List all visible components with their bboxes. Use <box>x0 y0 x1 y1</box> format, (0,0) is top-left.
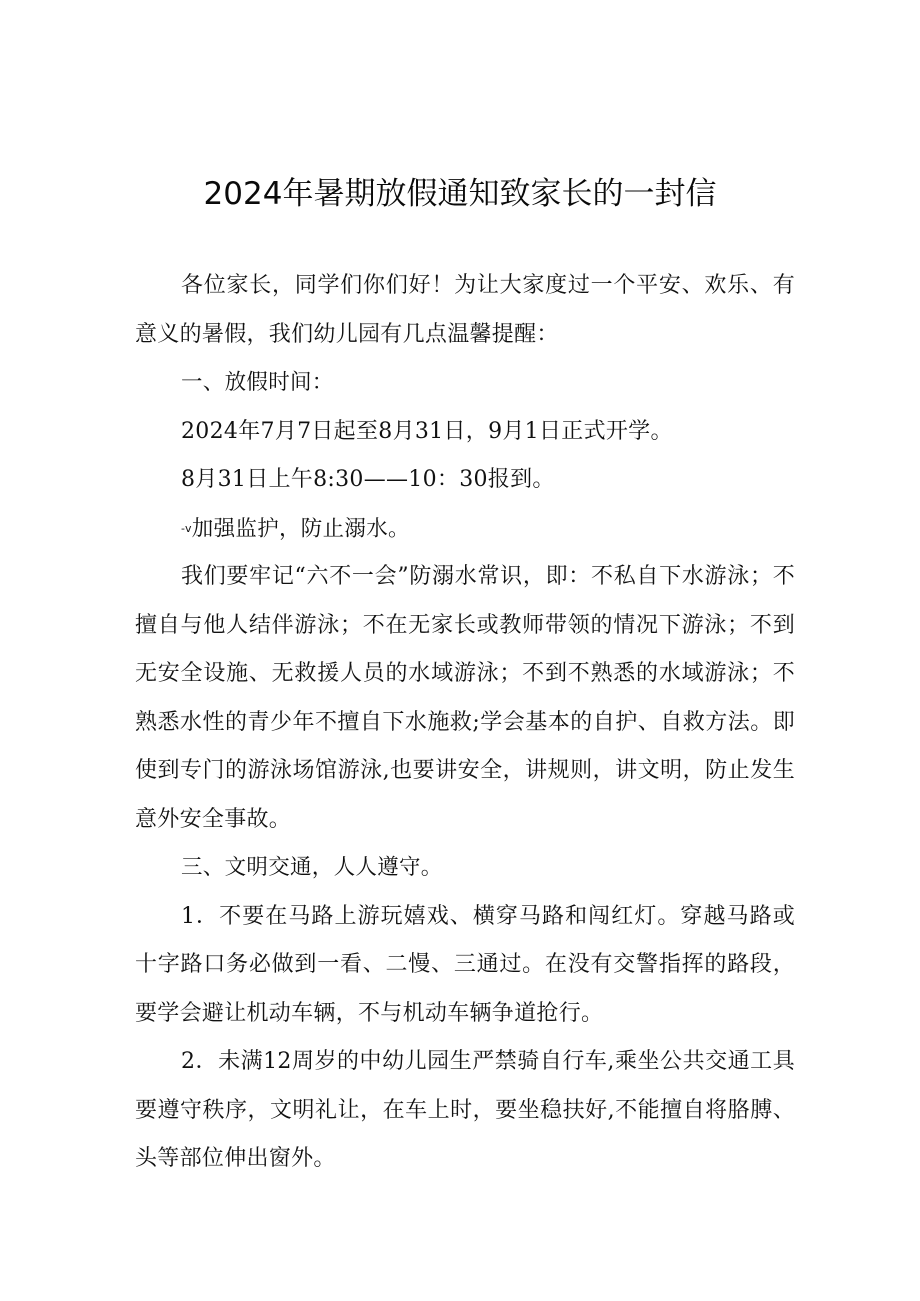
heading-prefix-mark: -v <box>181 521 192 535</box>
letter-body <box>135 262 795 1184</box>
greeting-paragraph: 各位家长，同学们你们好！为让大家度过一个平安、欢乐、有意义的暑假，我们幼儿园有几点温馨提醒： <box>135 273 795 347</box>
document-title: 2024年暑期放假通知致家长的一封信 <box>203 176 717 212</box>
heading-text: 加强监护，防止溺水。 <box>191 515 410 541</box>
vacation-dates-paragraph: 2024年7月7日起至8月31日，9月1日正式开学。 <box>181 418 673 444</box>
section-heading-drowning-prevention <box>135 505 795 554</box>
section-heading-vacation-time: 一、放假时间： <box>181 370 334 395</box>
traffic-rule-2-paragraph: 2．未满12周岁的中幼儿园生严禁骑自行车,乘坐公共交通工具要遵守秩序，文明礼让，在车上时，要坐稳扶好,不能擅自将胳膊、头等部位伸出窗外。 <box>135 1049 795 1172</box>
registration-time-paragraph: 8月31日上午8:30——10：30报到。 <box>181 467 555 492</box>
traffic-rule-1-paragraph: 1．不要在马路上游玩嬉戏、横穿马路和闯红灯。穿越马路或十字路口务必做到一看、二慢、三通过。在没有交警指挥的路段，要学会避让机动车辆，不与机动车辆争道抢行。 <box>135 903 795 1026</box>
section-heading-traffic: 三、文明交通，人人遵守。 <box>181 855 443 881</box>
drowning-prevention-paragraph: 我们要牢记“六不一会”防溺水常识，即：不私自下水游泳；不擅自与他人结伴游泳；不在无家长或教师带领的情况下游泳；不到无安全设施、无救援人员的水域游泳；不到不熟悉的水域游泳；不熟悉水性的青少年不擅自下水施救;学会基本的自护、自救方法。即使到专门的游泳场馆游泳,也要讲安全，讲规则，讲文明，防止发生意外安全事故。 <box>135 564 795 832</box>
